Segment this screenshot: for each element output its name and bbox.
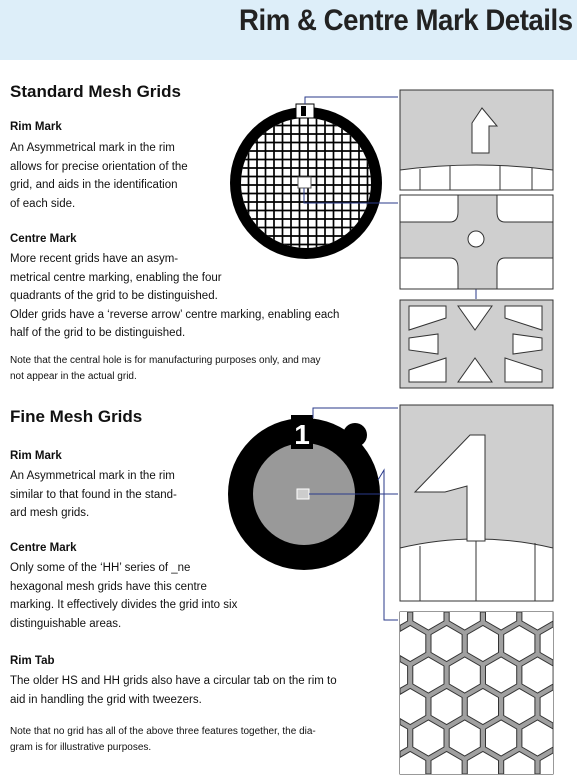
text-line: More recent grids have an asym- [10,253,179,265]
hex-cell [558,594,577,630]
centre-mark-detail-panel [400,195,553,289]
fine-heading: Fine Mesh Grids [10,407,143,426]
rim-mark [301,106,306,116]
note-line: not appear in the actual grid. [10,371,137,382]
fine-grid-diagram [228,415,380,570]
text-line: hexagonal mesh grids have this centre [10,580,207,593]
rim-number-detail-panel [400,405,553,601]
hex-mesh-detail-panel [376,594,577,782]
centre-mark-box [298,177,311,188]
centre-mark-box [297,489,309,499]
reverse-arrow-detail-panel [400,300,553,388]
standard-grid-diagram [230,104,382,259]
page-title: Rim & Centre Mark Details [239,4,573,37]
standard-centre-heading: Centre Mark [10,233,77,245]
hex-cell [558,657,577,693]
text-line: similar to that found in the stand- [10,488,177,501]
fine-rim-heading: Rim Mark [10,450,62,462]
standard-heading: Standard Mesh Grids [10,82,181,101]
text-line: metrical centre marking, enabling the four [10,271,222,284]
fine-tab-heading: Rim Tab [10,655,55,667]
hex-cell [558,720,577,756]
text-line: half of the grid to be distinguished. [10,327,186,339]
text-line: marking. It effectively divides the grid into six [10,599,238,611]
central-hole [468,231,484,247]
rim-number: 1 [294,419,310,450]
fine-centre-heading: Centre Mark [10,542,77,554]
text-line: grid, and aids in the identification [10,179,178,191]
text-line: distinguishable areas. [10,617,122,630]
text-line: aid in handling the grid with tweezers. [10,693,202,706]
note-line: gram is for illustrative purposes. [10,742,152,753]
text-line: An Asymmetrical mark in the rim [10,142,175,154]
text-line: An Asymmetrical mark in the rim [10,470,175,482]
text-line: Older grids have a ‘reverse arrow’ centre marking, enabling each [10,308,340,321]
note-line: Note that no grid has all of the above three features together, the dia- [10,726,316,737]
text-line: of each side. [10,197,76,210]
text-line: ard mesh grids. [10,507,90,519]
text-line: The older HS and HH grids also have a circular tab on the rim to [10,675,337,687]
text-line: quadrants of the grid to be distinguished. [10,290,218,302]
text-line: allows for precise orientation of the [10,160,188,173]
text-line: Only some of the ‘HH’ series of _ne [10,562,191,574]
note-line: Note that the central hole is for manufacturing purposes only, and may [10,355,321,366]
rim-mark-detail-panel [400,90,553,190]
standard-rim-heading: Rim Mark [10,121,62,133]
